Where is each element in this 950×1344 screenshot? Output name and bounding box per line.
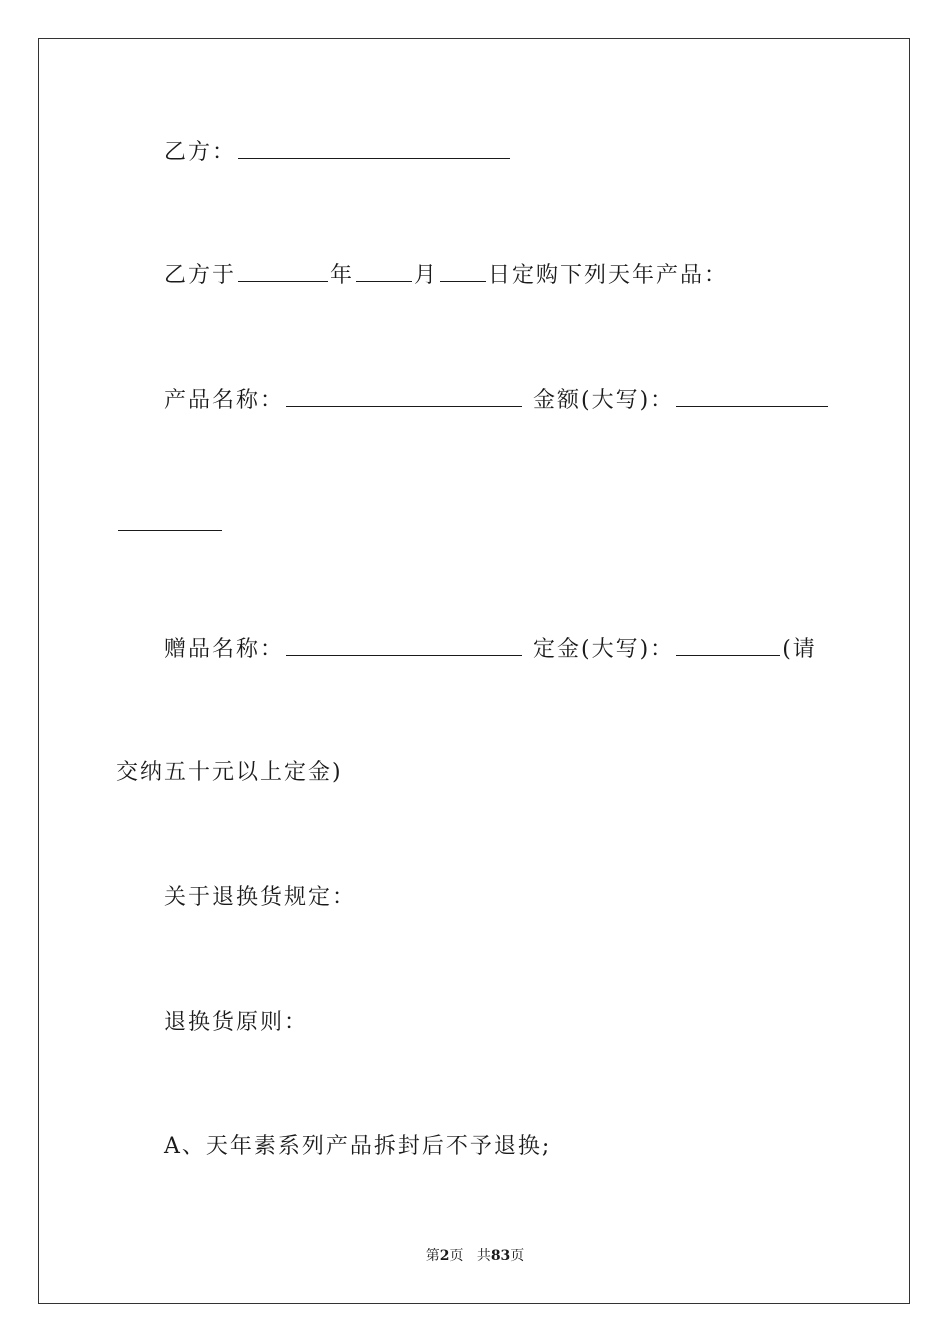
deposit-blank xyxy=(676,633,780,656)
year-blank xyxy=(238,259,328,282)
return-principle-heading xyxy=(164,1008,308,1038)
gift-line xyxy=(164,633,817,665)
amount-label: 金额(大写)： xyxy=(533,388,675,413)
gift-name-blank xyxy=(286,633,522,656)
deposit-note-continued: 交纳五十元以上定金) xyxy=(116,760,343,785)
total-suffix: 页 xyxy=(510,1248,525,1264)
gift-name-label: 赠品名称： xyxy=(164,637,285,662)
year-label: 年 xyxy=(330,263,355,288)
product-line xyxy=(164,384,830,416)
party-b-label: 乙方： xyxy=(164,140,237,165)
product-name-blank xyxy=(286,384,522,407)
page-border xyxy=(38,38,910,1304)
deposit-note-line xyxy=(116,758,343,788)
deposit-note-start: (请 xyxy=(782,637,817,662)
party-b-blank xyxy=(238,136,510,159)
total-pages: 83 xyxy=(490,1248,511,1264)
month-blank xyxy=(356,259,412,282)
day-blank xyxy=(440,259,486,282)
party-b-line xyxy=(164,136,512,168)
rule-a-line xyxy=(164,1132,551,1162)
product-name-label: 产品名称： xyxy=(164,388,285,413)
amount-blank-continued xyxy=(118,508,222,531)
page-number: 2 xyxy=(439,1248,450,1264)
page-footer xyxy=(0,1246,950,1266)
return-principle-heading-text: 退换货原则： xyxy=(164,1010,309,1035)
return-rules-heading xyxy=(164,883,356,913)
amount-blank xyxy=(676,384,828,407)
return-rules-heading-text: 关于退换货规定： xyxy=(164,885,357,910)
deposit-label: 定金(大写)： xyxy=(533,637,675,662)
page-prefix: 第 xyxy=(425,1248,440,1264)
month-label: 月 xyxy=(414,263,439,288)
order-suffix: 日定购下列天年产品： xyxy=(488,263,729,288)
page-suffix: 页 xyxy=(449,1248,464,1264)
amount-continued-line xyxy=(116,508,224,540)
order-prefix: 乙方于 xyxy=(164,263,237,288)
order-date-line xyxy=(164,259,728,291)
total-prefix: 共 xyxy=(476,1248,491,1264)
rule-a-text: A、天年素系列产品拆封后不予退换; xyxy=(164,1134,552,1159)
